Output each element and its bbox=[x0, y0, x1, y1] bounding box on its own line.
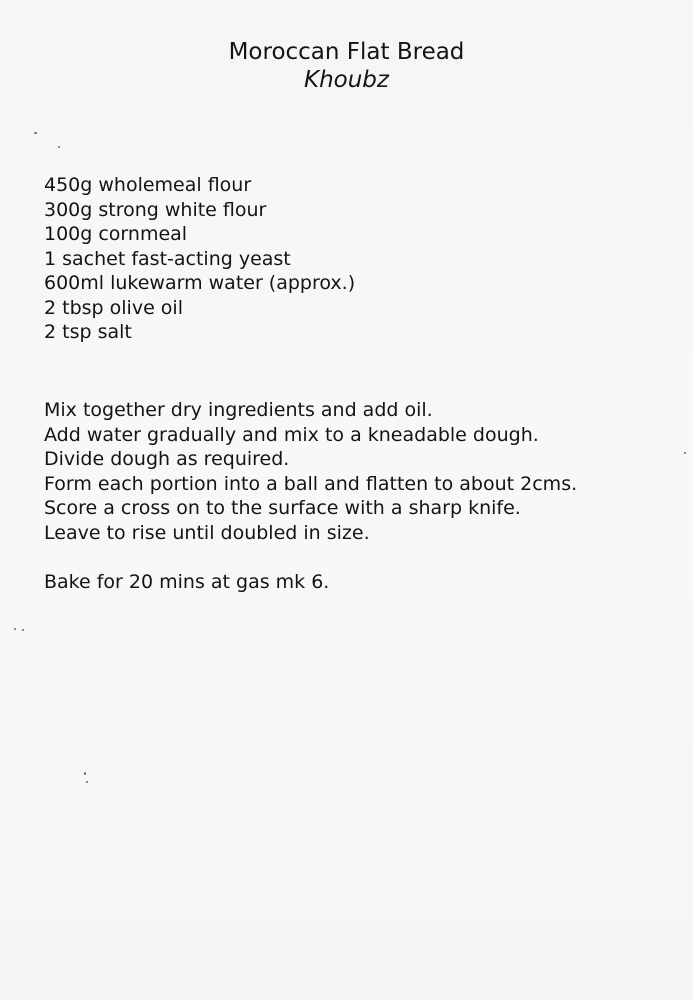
ingredient-item: 2 tbsp olive oil bbox=[44, 296, 183, 319]
recipe-subtitle: Khoubz bbox=[304, 67, 389, 93]
method-step: Leave to rise until doubled in size. bbox=[44, 521, 370, 544]
paper-speck bbox=[34, 132, 37, 134]
ingredient-item: 1 sachet fast-acting yeast bbox=[44, 247, 291, 270]
bake-instruction: Bake for 20 mins at gas mk 6. bbox=[44, 571, 330, 593]
paper-speck bbox=[84, 772, 86, 775]
paper-speck bbox=[684, 452, 686, 454]
ingredient-item: 600ml lukewarm water (approx.) bbox=[44, 272, 356, 294]
paper-speck bbox=[86, 781, 88, 783]
title-block bbox=[0, 38, 693, 94]
method-step: Form each portion into a ball and flatten to about 2cms. bbox=[44, 472, 578, 495]
method-step: Divide dough as required. bbox=[44, 448, 290, 470]
recipe-title: Moroccan Flat Bread bbox=[228, 39, 465, 65]
method-step: Add water gradually and mix to a kneadable dough. bbox=[44, 423, 539, 446]
ingredient-item: 300g strong white flour bbox=[44, 198, 267, 221]
ingredient-item: 450g wholemeal flour bbox=[44, 174, 252, 196]
ingredients-list bbox=[44, 173, 355, 345]
method-step: Score a cross on to the surface with a sharp knife. bbox=[44, 497, 521, 519]
ingredient-item: 2 tsp salt bbox=[44, 321, 132, 343]
paper-speck bbox=[22, 629, 24, 631]
method-step: Mix together dry ingredients and add oil. bbox=[44, 399, 433, 421]
paper-speck bbox=[14, 628, 16, 630]
ingredient-item: 100g cornmeal bbox=[44, 223, 188, 245]
method-steps bbox=[44, 398, 577, 545]
paper-speck bbox=[58, 146, 60, 148]
